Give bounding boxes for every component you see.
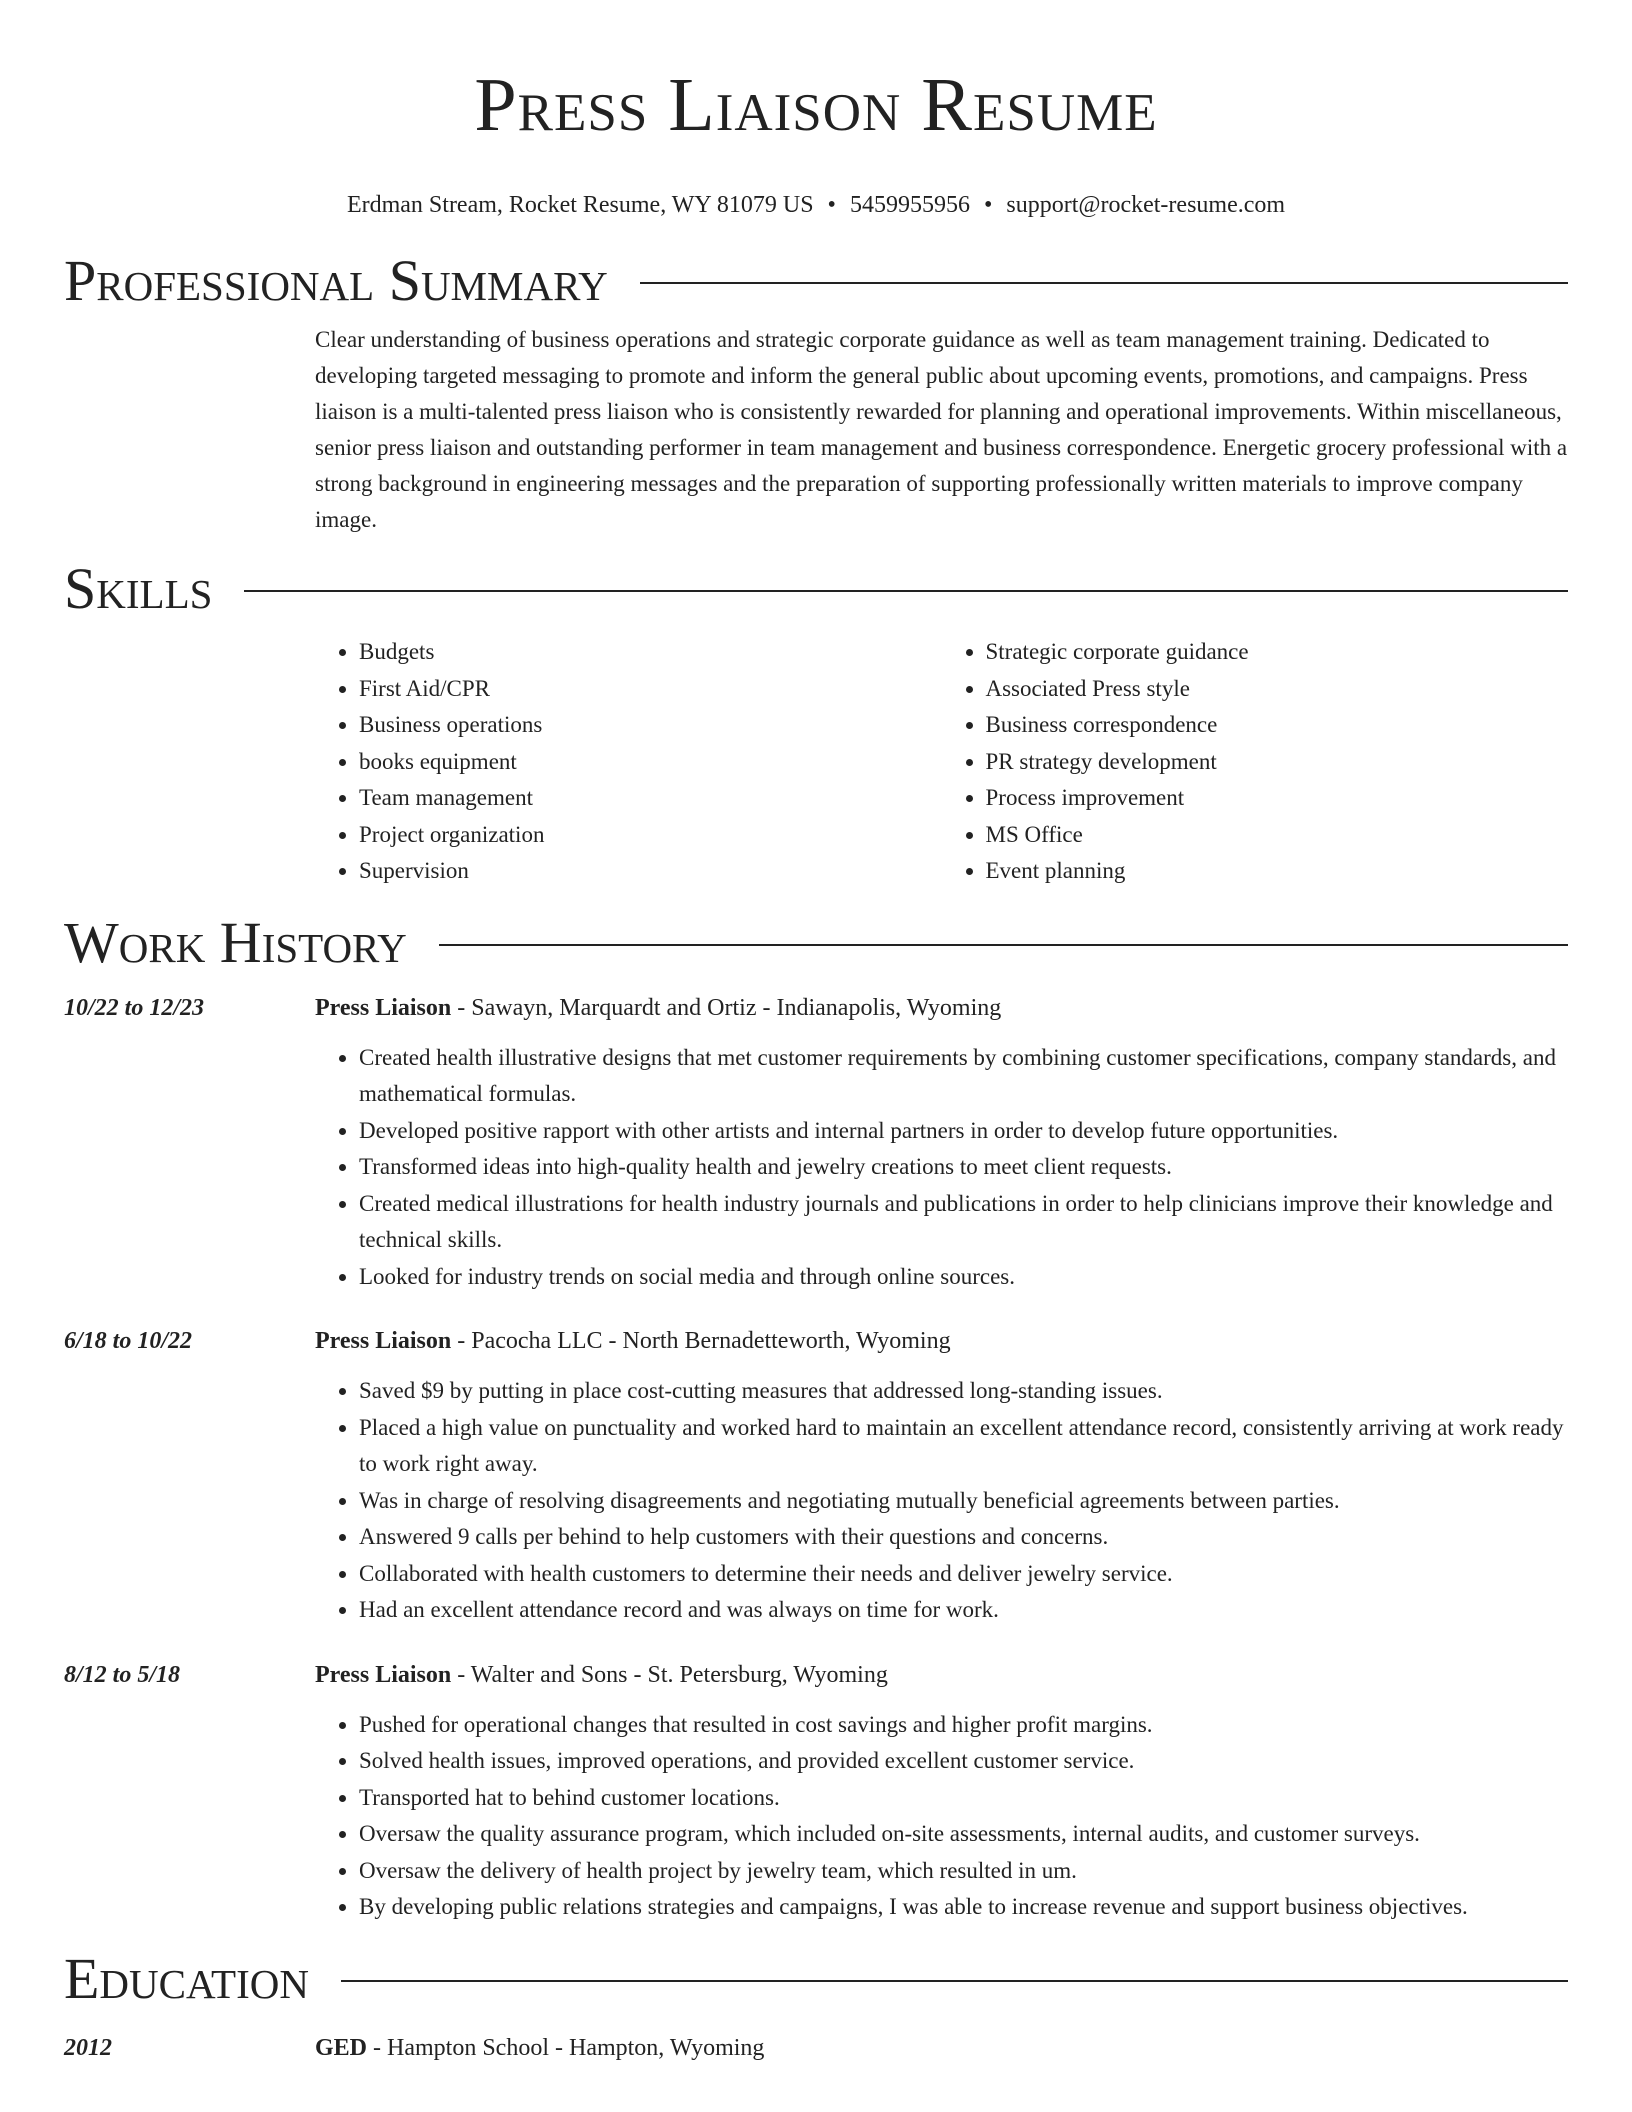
job-dates: 8/12 to 5/18 xyxy=(64,1661,181,1688)
job-bullet: • Saved $9 by putting in place cost-cutting measures that addressed long-standing issues. xyxy=(359,1373,1568,1410)
job-dates: 10/22 to 12/23 xyxy=(64,994,205,1021)
job-title: Press Liaison xyxy=(315,1661,452,1688)
skill-item: • Business correspondence xyxy=(986,707,1569,744)
job-content xyxy=(315,990,1568,1296)
summary-heading: Professional Summary xyxy=(64,248,608,313)
section-divider xyxy=(439,944,1568,946)
education-entry xyxy=(64,2030,1568,2066)
education-section-header xyxy=(64,1944,1568,2014)
skill-item: • Project organization xyxy=(359,817,942,854)
education-details: - Hampton School - Hampton, Wyoming xyxy=(373,2034,765,2061)
education-content xyxy=(315,2030,1568,2066)
job-bullet: • Developed positive rapport with other artists and internal partners in order to develop future opportunities. xyxy=(359,1113,1568,1150)
education-heading: Education xyxy=(64,1945,309,2011)
skill-item: • MS Office xyxy=(986,817,1569,854)
work-heading: Work History xyxy=(64,909,407,975)
education-title-line xyxy=(315,2030,1568,2066)
contact-address: Erdman Stream, Rocket Resume, WY 81079 US xyxy=(346,192,814,218)
job-bullet: • Created health illustrative designs that met customer requirements by combining customer specifications, company standards, and mathematical formulas. xyxy=(359,1040,1568,1113)
resume-title: Press Liaison Resume xyxy=(474,63,1158,147)
skill-item: • Process improvement xyxy=(986,780,1569,817)
summary-section-header xyxy=(64,246,1568,316)
job-entry xyxy=(64,1657,1568,1926)
job-bullet: • Looked for industry trends on social media and through online sources. xyxy=(359,1259,1568,1296)
job-bullets xyxy=(315,1707,1568,1926)
job-bullet: • Transported hat to behind customer locations. xyxy=(359,1780,1568,1817)
skills-list-left xyxy=(315,634,942,890)
contact-email: support@rocket-resume.com xyxy=(1006,192,1286,218)
job-content xyxy=(315,1657,1568,1926)
job-bullets xyxy=(315,1373,1568,1629)
skill-item: • Associated Press style xyxy=(986,671,1569,708)
skills-heading: Skills xyxy=(64,556,213,621)
skill-item: • First Aid/CPR xyxy=(359,671,942,708)
skill-item: • books equipment xyxy=(359,744,942,781)
skill-item: • PR strategy development xyxy=(986,744,1569,781)
contact-line xyxy=(64,190,1568,220)
job-bullets xyxy=(315,1040,1568,1296)
education-degree: GED xyxy=(315,2034,368,2061)
job-entry xyxy=(64,1323,1568,1629)
skills-grid xyxy=(315,634,1568,890)
job-details: - Sawayn, Marquardt and Ortiz - Indianapolis, Wyoming xyxy=(457,994,1002,1021)
job-bullet: • Placed a high value on punctuality and worked hard to maintain an excellent attendance record, consistently arriving at work ready to work right away. xyxy=(359,1410,1568,1483)
job-bullet: • Pushed for operational changes that resulted in cost savings and higher profit margins. xyxy=(359,1707,1568,1744)
job-title: Press Liaison xyxy=(315,1328,452,1354)
section-divider xyxy=(244,590,1568,592)
skill-item: • Budgets xyxy=(359,634,942,671)
summary-text: Clear understanding of business operations and strategic corporate guidance as well as team management training. Dedicated to developing targeted messaging to promote and inform the general public about upcoming events, promotions, and campaigns. Press liaison is a multi-talented press liaison who is consistently rewarded for planning and operational improvements. Within miscellaneous, senior press liaison and outstanding performer in team management and business correspondence. Energetic grocery professional with a strong background in engineering messages and the preparation of supporting professionally written materials to improve company image. xyxy=(315,327,1568,532)
job-bullet: • Collaborated with health customers to determine their needs and deliver jewelry service. xyxy=(359,1556,1568,1593)
skill-item: • Team management xyxy=(359,780,942,817)
job-content xyxy=(315,1323,1568,1629)
skills-list-right xyxy=(942,634,1569,890)
skills-section-header xyxy=(64,554,1568,624)
contact-separator: • xyxy=(983,192,993,218)
job-bullet: • Had an excellent attendance record and was always on time for work. xyxy=(359,1592,1568,1629)
job-title-line xyxy=(315,1657,1568,1693)
skill-item: • Supervision xyxy=(359,853,942,890)
skill-item: • Event planning xyxy=(986,853,1569,890)
job-bullet: • Created medical illustrations for health industry journals and publications in order to help clinicians improve their knowledge and technical skills. xyxy=(359,1186,1568,1259)
section-divider xyxy=(640,282,1568,284)
section-divider xyxy=(341,1980,1568,1982)
job-bullet: • Oversaw the quality assurance program, which included on-site assessments, internal audits, and customer surveys. xyxy=(359,1816,1568,1853)
job-title-line xyxy=(315,990,1568,1026)
job-entry xyxy=(64,990,1568,1296)
job-title: Press Liaison xyxy=(315,994,452,1021)
job-bullet: • By developing public relations strategies and campaigns, I was able to increase revenue and support business objectives. xyxy=(359,1889,1568,1926)
job-bullet: • Oversaw the delivery of health project by jewelry team, which resulted in um. xyxy=(359,1853,1568,1890)
job-details: - Walter and Sons - St. Petersburg, Wyoming xyxy=(457,1661,888,1688)
job-bullet: • Was in charge of resolving disagreements and negotiating mutually beneficial agreements between parties. xyxy=(359,1483,1568,1520)
contact-phone: 5459955956 xyxy=(849,192,970,218)
job-title-line xyxy=(315,1323,1568,1359)
contact-separator: • xyxy=(827,192,836,218)
skill-item: • Strategic corporate guidance xyxy=(986,634,1569,671)
skill-item: • Business operations xyxy=(359,707,942,744)
job-dates: 6/18 to 10/22 xyxy=(64,1328,193,1354)
summary-body xyxy=(315,322,1568,538)
job-bullet: • Solved health issues, improved operations, and provided excellent customer service. xyxy=(359,1743,1568,1780)
work-section-header xyxy=(64,908,1568,978)
resume-page xyxy=(64,0,1568,2066)
job-bullet: • Transformed ideas into high-quality health and jewelry creations to meet client requests. xyxy=(359,1149,1568,1186)
job-bullet: • Answered 9 calls per behind to help customers with their questions and concerns. xyxy=(359,1519,1568,1556)
education-dates: 2012 xyxy=(64,2034,112,2061)
job-details: - Pacocha LLC - North Bernadetteworth, Wyoming xyxy=(457,1328,951,1354)
